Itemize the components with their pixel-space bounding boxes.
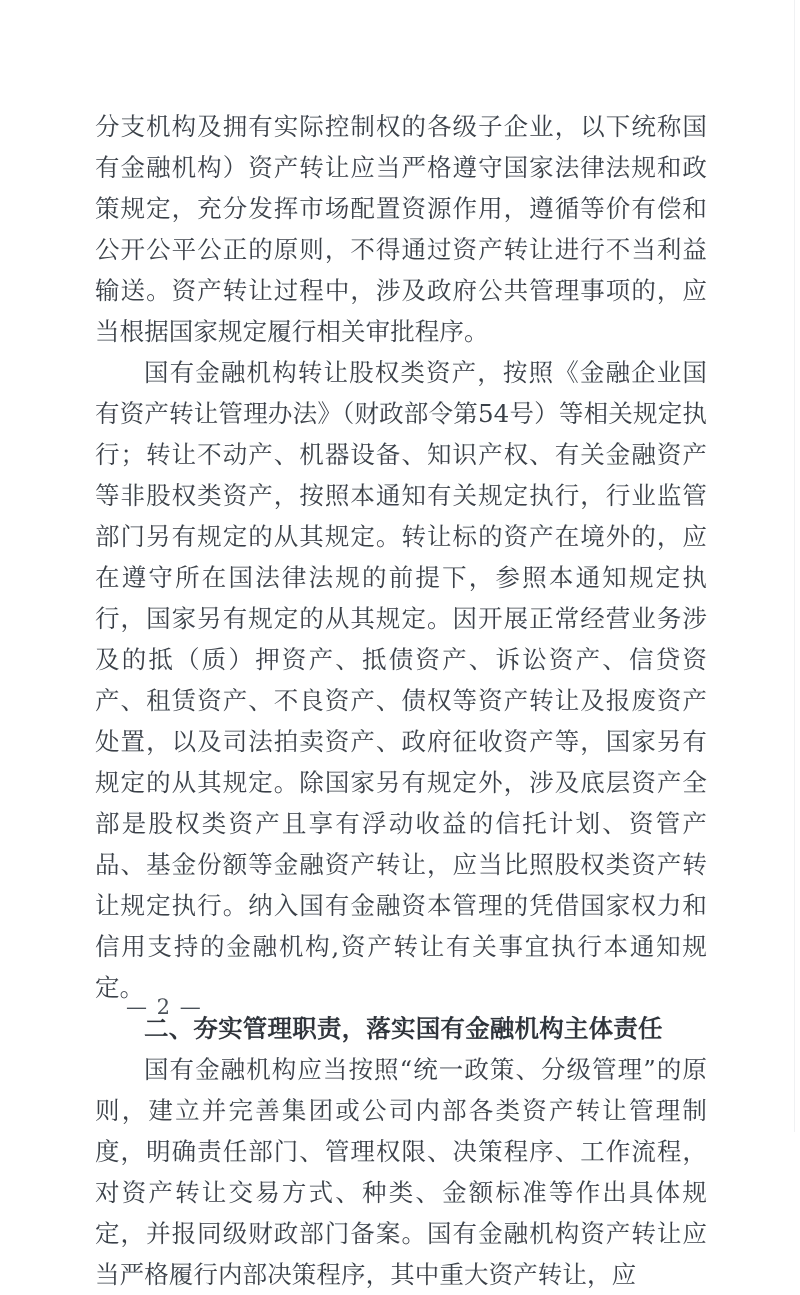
paragraph-management-responsibility: 国有金融机构应当按照“统一政策、分级管理”的原则，建立并完善集团或公司内部各类资产转让管理制度，明确责任部门、管理权限、决策程序、工作流程，对资产转让交易方式、种类、金额标准等作出具体规定，并报同级财政部门备案。国有金融机构资产转让应当严格履行内部决策程序，其中重大资产转让，应 xyxy=(95,1055,707,1289)
page-content-area xyxy=(95,106,707,1295)
page-number: — 2 — xyxy=(126,995,203,1019)
page-edge-line xyxy=(794,0,795,1132)
paragraph-continued: 分支机构及拥有实际控制权的各级子企业，以下统称国有金融机构）资产转让应当严格遵守国家法律法规和政策规定，充分发挥市场配置资源作用，遵循等价有偿和公开公平公正的原则，不得通过资产转让进行不当利益输送。资产转让过程中，涉及政府公共管理事项的，应当根据国家规定履行相关审批程序。 xyxy=(95,112,707,346)
paragraph-equity-asset-transfer: 国有金融机构转让股权类资产，按照《金融企业国有资产转让管理办法》（财政部令第54号）等相关规定执行；转让不动产、机器设备、知识产权、有关金融资产等非股权类资产，按照本通知有关规定执行，行业监管部门另有规定的从其规定。转让标的资产在境外的，应在遵守所在国法律法规的前提下，参照本通知规定执行，国家另有规定的从其规定。因开展正常经营业务涉及的抵（质）押资产、抵债资产、诉讼资产、信贷资产、租赁资产、不良资产、债权等资产转让及报废资产处置，以及司法拍卖资产、政府征收资产等，国家另有规定的从其规定。除国家另有规定外，涉及底层资产全部是股权类资产且享有浮动收益的信托计划、资管产品、基金份额等金融资产转让，应当比照股权类资产转让规定执行。纳入国有金融资本管理的凭借国家权力和信用支持的金融机构,资产转让有关事宜执行本通知规定。 xyxy=(95,358,707,1002)
section-heading-two: 二、夯实管理职责，落实国有金融机构主体责任 xyxy=(144,1014,663,1043)
